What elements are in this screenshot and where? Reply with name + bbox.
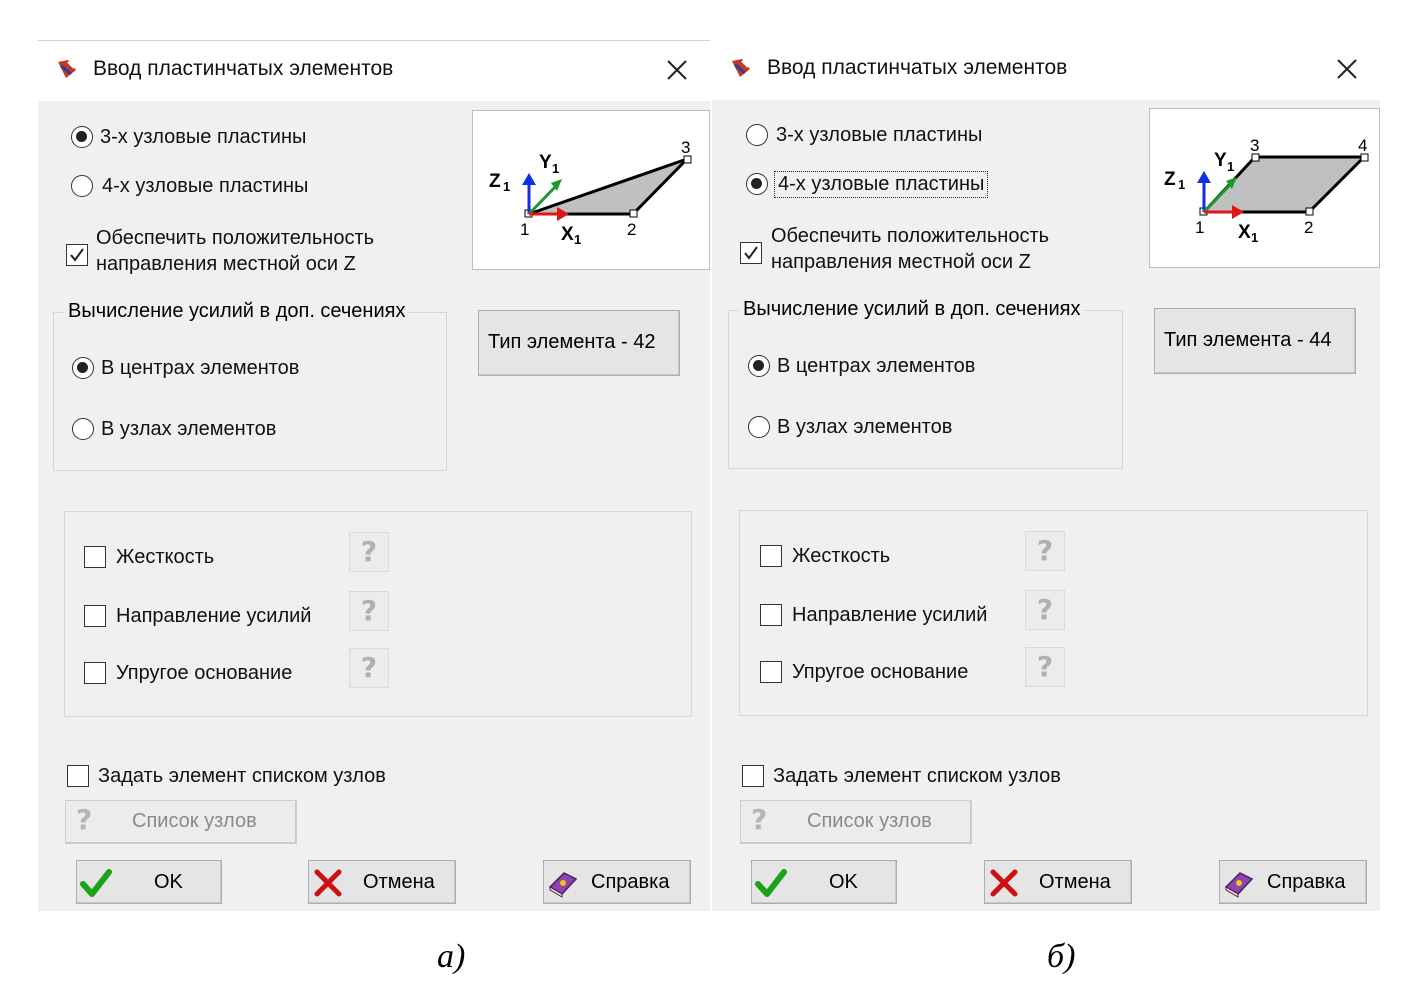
force-direction-checkbox[interactable] xyxy=(760,604,782,626)
radio-element-centers-label: В центрах элементов xyxy=(777,355,976,377)
title-bar xyxy=(712,40,1380,100)
elastic-foundation-label: Упругое основание xyxy=(792,661,969,683)
radio-element-nodes-label: В узлах элементов xyxy=(777,416,953,438)
forces-calc-group xyxy=(728,310,1123,469)
radio-4-node-plates-label: 4-х узловые пластины xyxy=(778,173,985,195)
stiffness-checkbox[interactable] xyxy=(84,546,106,568)
ok-button[interactable] xyxy=(76,860,222,904)
node-label-1: 1 xyxy=(1195,218,1205,237)
node-list-checkbox[interactable] xyxy=(67,765,89,787)
quad-plate-diagram xyxy=(1150,109,1380,268)
help-button[interactable] xyxy=(1219,860,1367,904)
node-marker xyxy=(684,156,691,163)
caption-a: а) xyxy=(437,938,466,975)
node-list-checkbox[interactable] xyxy=(742,765,764,787)
radio-4-node-plates[interactable] xyxy=(746,173,768,195)
radio-element-nodes-label: В узлах элементов xyxy=(101,418,277,440)
node-marker xyxy=(630,210,637,217)
positive-z-label-line1: Обеспечить положительность xyxy=(771,225,1050,247)
element-type-button-label: Тип элемента - 42 xyxy=(488,331,656,353)
question-icon: ? xyxy=(1036,650,1054,683)
y-axis-sub: 1 xyxy=(1227,159,1235,174)
question-icon: ? xyxy=(1036,593,1054,626)
x-axis-sub: 1 xyxy=(574,232,582,247)
element-diagram-triangle xyxy=(472,110,710,270)
radio-4-node-plates-label: 4-х узловые пластины xyxy=(102,175,309,197)
help-button[interactable] xyxy=(543,860,691,904)
z-axis-label: Z xyxy=(489,171,501,192)
element-type-button[interactable] xyxy=(478,310,680,376)
stiffness-label: Жесткость xyxy=(792,545,891,567)
x-axis-label: X xyxy=(1238,222,1251,243)
cancel-button-label: Отмена xyxy=(1039,871,1111,893)
dialog-title: Ввод пластинчатых элементов xyxy=(767,56,1068,79)
check-icon xyxy=(755,868,787,898)
cancel-button[interactable] xyxy=(984,860,1132,904)
y-axis-sub: 1 xyxy=(552,161,560,176)
elastic-foundation-checkbox[interactable] xyxy=(84,662,106,684)
node-list-checkbox-label: Задать элемент списком узлов xyxy=(98,765,386,787)
y-axis-label: Y xyxy=(539,152,552,173)
node-list-button-label: Список узлов xyxy=(132,810,257,832)
title-bar xyxy=(38,40,710,101)
y-axis-label: Y xyxy=(1214,150,1227,171)
forces-calc-group xyxy=(53,312,447,471)
ok-button-label: OK xyxy=(829,871,858,893)
check-mark-icon xyxy=(69,247,85,263)
z-arrow-head xyxy=(1197,171,1211,183)
node-label-3: 3 xyxy=(681,138,691,157)
app-icon xyxy=(56,58,78,80)
positive-z-checkbox[interactable] xyxy=(66,244,88,266)
radio-element-centers[interactable] xyxy=(748,355,770,377)
x-axis-sub: 1 xyxy=(1251,230,1259,245)
caption-b: б) xyxy=(1047,938,1076,975)
stiffness-checkbox[interactable] xyxy=(760,545,782,567)
element-type-button-label: Тип элемента - 44 xyxy=(1164,329,1332,351)
check-icon xyxy=(80,868,112,898)
node-label-1: 1 xyxy=(520,220,530,239)
triangle-plate-diagram xyxy=(473,111,710,270)
node-marker xyxy=(1361,154,1368,161)
help-book-icon xyxy=(546,867,580,899)
radio-3-node-plates-label: 3-х узловые пластины xyxy=(776,124,983,146)
check-mark-icon xyxy=(743,245,759,261)
radio-3-node-plates-label: 3-х узловые пластины xyxy=(100,126,307,148)
node-label-2: 2 xyxy=(1304,218,1314,237)
z-axis-label: Z xyxy=(1164,169,1176,190)
question-icon: ? xyxy=(76,803,93,836)
node-label-3: 3 xyxy=(1250,136,1260,155)
plate-input-dialog-a xyxy=(38,40,710,911)
positive-z-label-line1: Обеспечить положительность xyxy=(96,227,375,249)
radio-element-nodes[interactable] xyxy=(72,418,94,440)
stiffness-label: Жесткость xyxy=(116,546,215,568)
z-axis-sub: 1 xyxy=(503,179,511,194)
question-icon: ? xyxy=(751,803,768,836)
positive-z-checkbox[interactable] xyxy=(740,242,762,264)
question-icon: ? xyxy=(360,651,378,684)
ok-button-label: OK xyxy=(154,871,183,893)
positive-z-label-line2: направления местной оси Z xyxy=(96,253,356,275)
node-label-4: 4 xyxy=(1358,136,1368,155)
cancel-x-icon xyxy=(312,867,344,899)
force-direction-label: Направление усилий xyxy=(792,604,988,626)
elastic-foundation-label: Упругое основание xyxy=(116,662,293,684)
radio-element-nodes[interactable] xyxy=(748,416,770,438)
force-direction-help-button[interactable] xyxy=(349,591,389,631)
help-book-icon xyxy=(1222,867,1256,899)
node-list-button-label: Список узлов xyxy=(807,810,932,832)
radio-3-node-plates[interactable] xyxy=(746,124,768,146)
dialog-title: Ввод пластинчатых элементов xyxy=(93,57,394,80)
z-axis-sub: 1 xyxy=(1178,177,1186,192)
z-arrow-head xyxy=(522,173,536,185)
element-diagram-quad xyxy=(1149,108,1380,268)
question-icon: ? xyxy=(360,535,378,568)
plate-input-dialog-b xyxy=(712,40,1380,911)
elastic-foundation-checkbox[interactable] xyxy=(760,661,782,683)
radio-4-node-plates[interactable] xyxy=(71,175,93,197)
node-list-button[interactable] xyxy=(740,800,972,844)
elastic-foundation-help-button[interactable] xyxy=(349,648,389,688)
radio-element-centers-label: В центрах элементов xyxy=(101,357,300,379)
question-icon: ? xyxy=(360,594,378,627)
help-button-label: Справка xyxy=(1267,871,1346,893)
cancel-button-label: Отмена xyxy=(363,871,435,893)
ok-button[interactable] xyxy=(751,860,897,904)
node-marker xyxy=(1306,208,1313,215)
stiffness-help-button[interactable] xyxy=(349,532,389,572)
node-list-button[interactable] xyxy=(65,800,297,844)
stiffness-help-button[interactable] xyxy=(1025,531,1065,571)
radio-element-centers[interactable] xyxy=(72,357,94,379)
x-axis-label: X xyxy=(561,224,574,245)
element-type-button[interactable] xyxy=(1154,308,1356,374)
force-direction-checkbox[interactable] xyxy=(84,605,106,627)
node-marker xyxy=(1252,154,1259,161)
question-icon: ? xyxy=(1036,534,1054,567)
cancel-x-icon xyxy=(988,867,1020,899)
elastic-foundation-help-button[interactable] xyxy=(1025,647,1065,687)
force-direction-help-button[interactable] xyxy=(1025,590,1065,630)
force-direction-label: Направление усилий xyxy=(116,605,312,627)
positive-z-label-line2: направления местной оси Z xyxy=(771,251,1031,273)
close-icon[interactable] xyxy=(1332,54,1362,84)
app-icon xyxy=(730,57,752,79)
cancel-button[interactable] xyxy=(308,860,456,904)
forces-calc-legend: Вычисление усилий в доп. сечениях xyxy=(64,300,409,323)
close-icon[interactable] xyxy=(662,55,692,85)
help-button-label: Справка xyxy=(591,871,670,893)
node-label-2: 2 xyxy=(627,220,637,239)
forces-calc-legend: Вычисление усилий в доп. сечениях xyxy=(739,298,1084,321)
radio-3-node-plates[interactable] xyxy=(71,126,93,148)
node-list-checkbox-label: Задать элемент списком узлов xyxy=(773,765,1061,787)
